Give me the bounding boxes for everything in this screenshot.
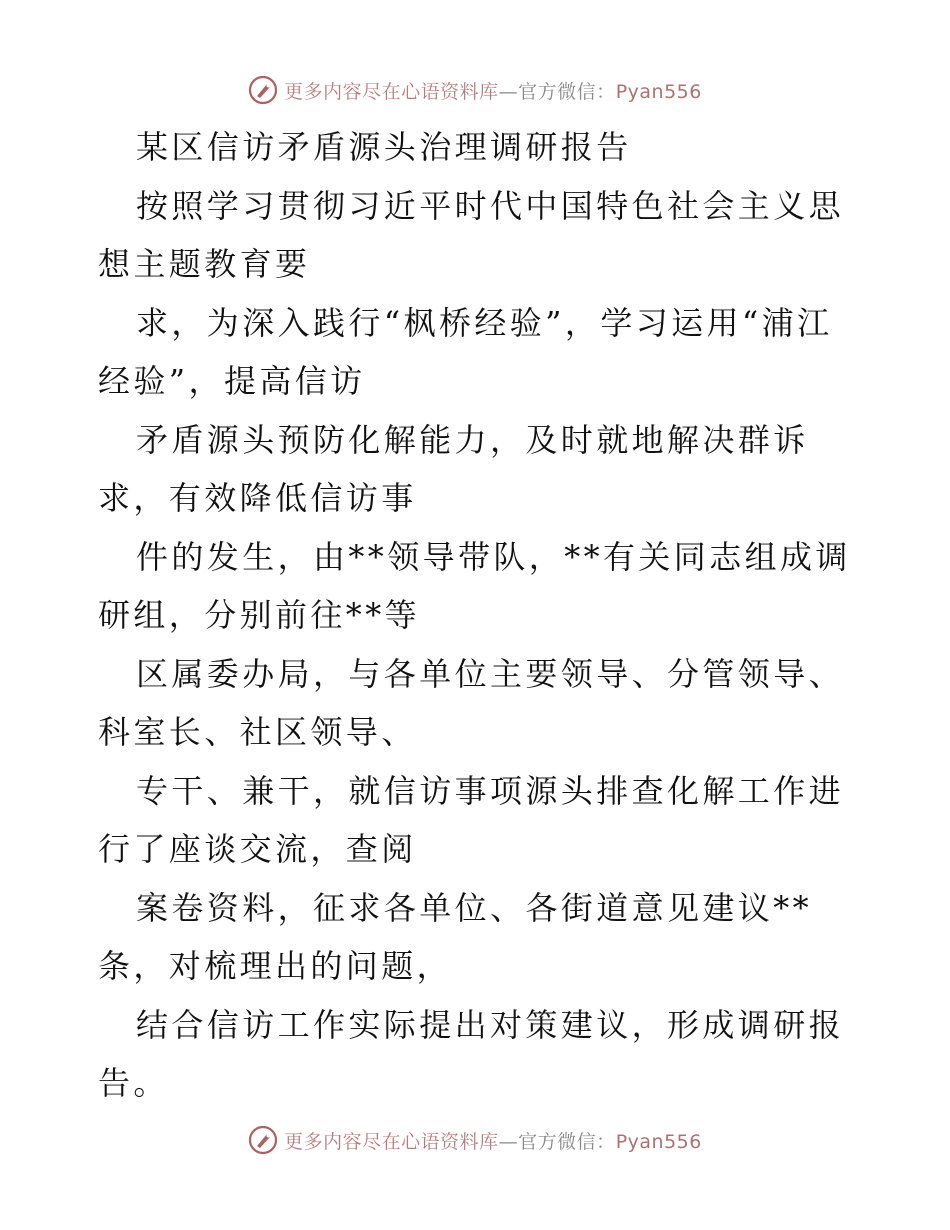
- watermark-dash: —: [498, 1130, 519, 1153]
- watermark-official-label: 官方微信：: [518, 80, 616, 103]
- watermark-wechat-id: Pyan556: [615, 80, 702, 103]
- header-watermark: [0, 70, 950, 110]
- paragraph-line: 专干、兼干，就信访事项源头排查化解工作进行了座谈交流，查阅: [98, 771, 845, 868]
- paragraph-line: 矛盾源头预防化解能力，及时就地解决群诉求，有效降低信访事: [98, 420, 809, 517]
- document-body: [98, 118, 853, 1113]
- paragraph-line: 区属委办局，与各单位主要领导、分管领导、科室长、社区领导、: [98, 654, 845, 751]
- paragraph-line: 结合信访工作实际提出对策建议，形成调研报告。: [98, 1005, 845, 1102]
- watermark-text: [284, 1127, 702, 1154]
- watermark-brand: 更多内容尽在心语资料库: [284, 80, 499, 103]
- watermark-official-label: 官方微信：: [518, 1130, 616, 1153]
- document-title: 某区信访矛盾源头治理调研报告: [136, 128, 632, 166]
- paragraph-line: 按照学习贯彻习近平时代中国特色社会主义思想主题教育要: [98, 186, 845, 283]
- footer-watermark: [0, 1120, 950, 1160]
- pen-nib-seal-icon: [248, 1125, 278, 1155]
- watermark-dash: —: [498, 80, 519, 103]
- paragraph-line: 求，为深入践行“枫桥经验”，学习运用“浦江经验”，提高信访: [98, 303, 833, 400]
- watermark-text: [284, 77, 702, 104]
- watermark-wechat-id: Pyan556: [615, 1130, 702, 1153]
- paragraph-line: 件的发生，由**领导带队，**有关同志组成调研组，分别前往**等: [98, 537, 851, 634]
- pen-nib-seal-icon: [248, 75, 278, 105]
- watermark-brand: 更多内容尽在心语资料库: [284, 1130, 499, 1153]
- paragraph-line: 案卷资料，征求各单位、各街道意见建议**条，对梳理出的问题，: [98, 888, 813, 985]
